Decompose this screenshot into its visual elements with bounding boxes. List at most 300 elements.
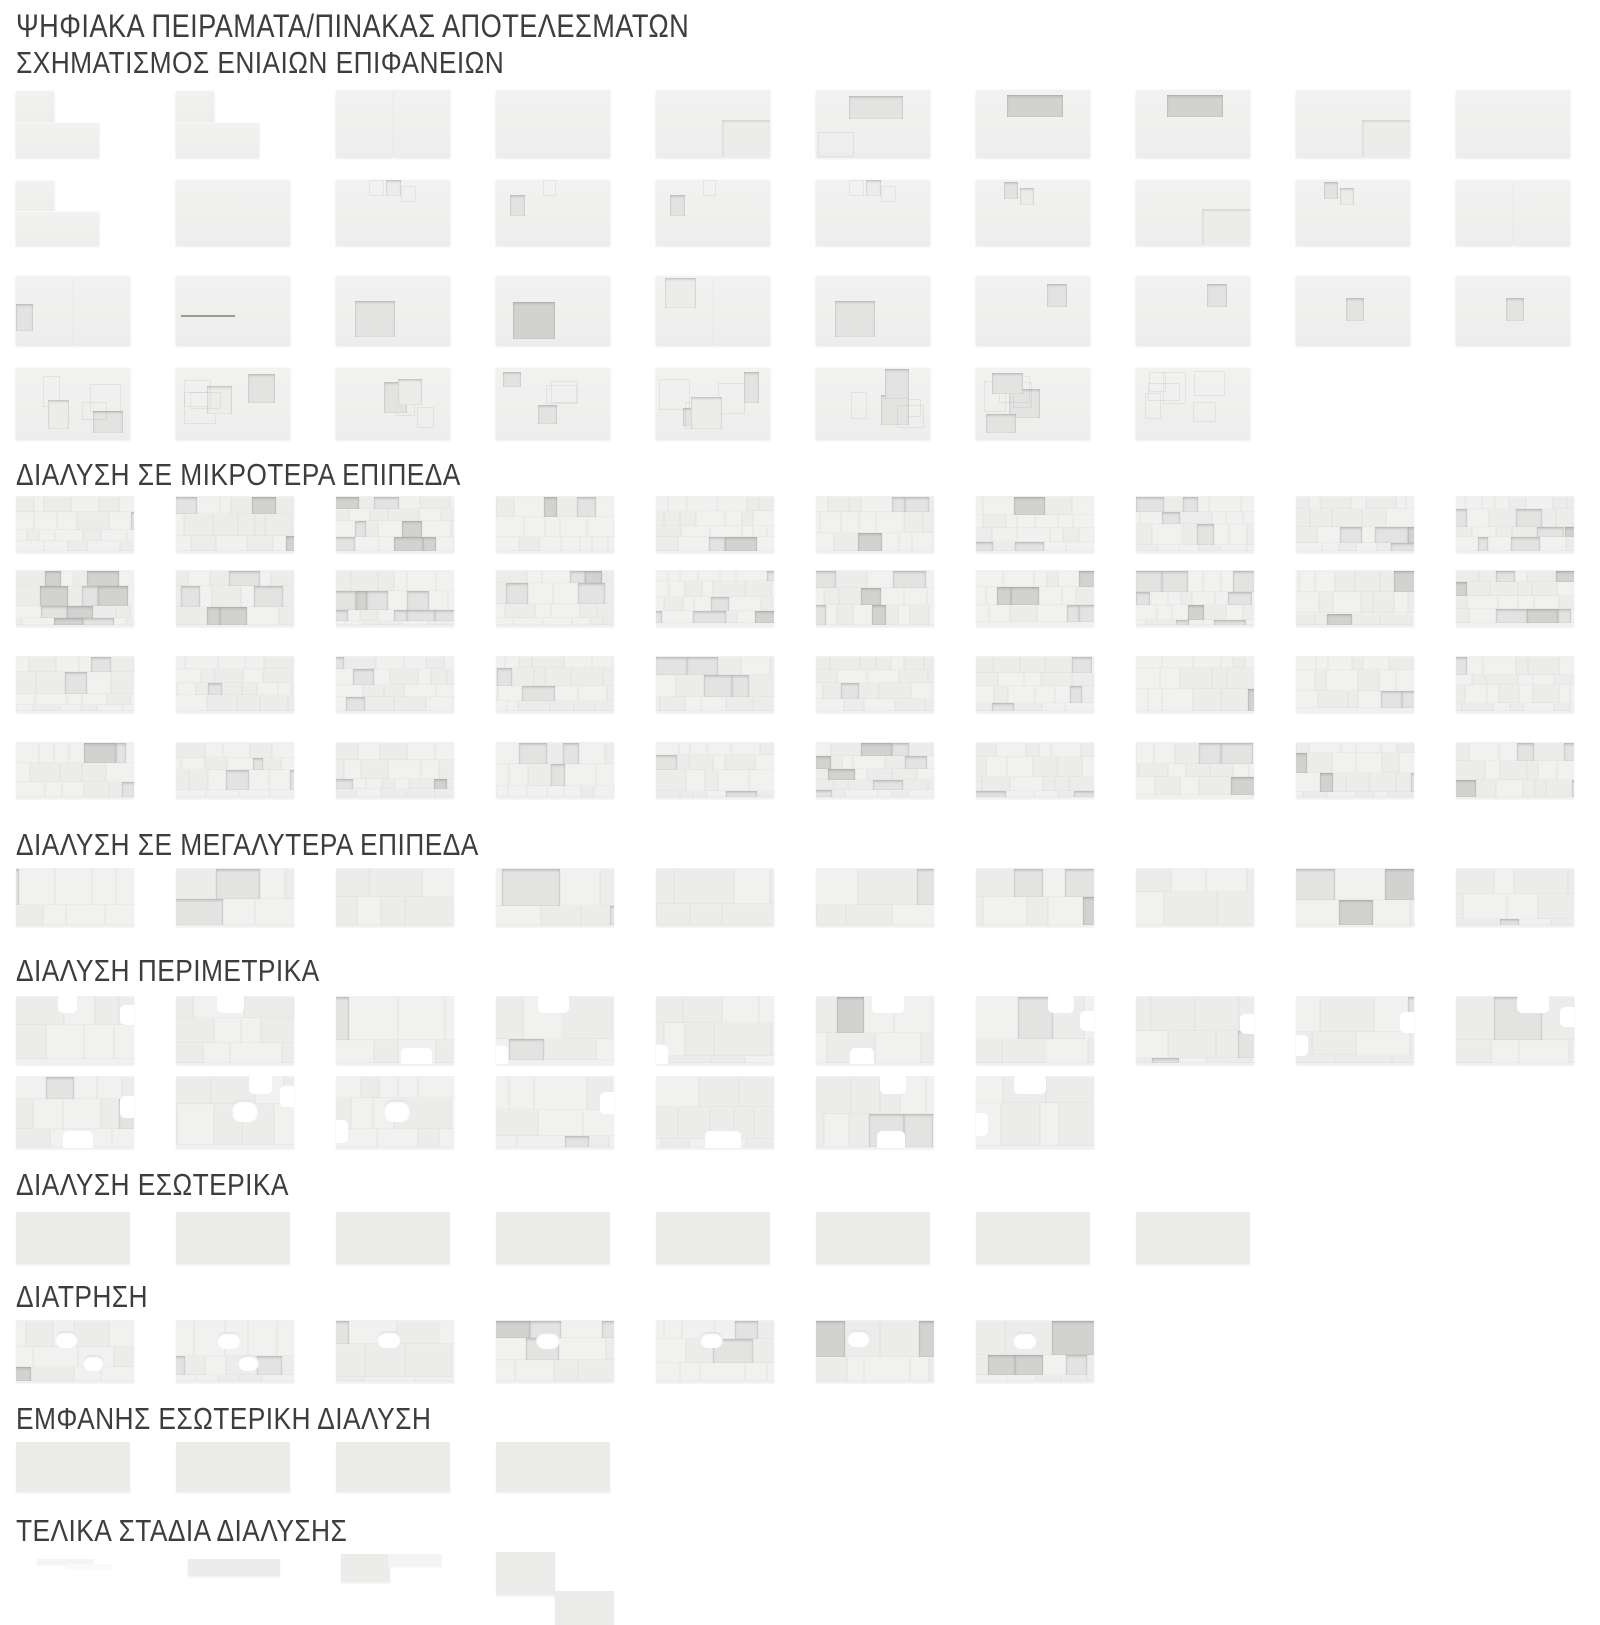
panel-piece xyxy=(1014,497,1044,516)
panel-piece xyxy=(109,512,131,530)
panel-piece xyxy=(602,1321,614,1339)
panel-piece xyxy=(1189,620,1203,625)
panel-piece xyxy=(451,521,454,536)
panel-piece xyxy=(176,179,290,245)
panel-piece xyxy=(1175,743,1199,764)
panel-piece xyxy=(428,621,454,625)
panel-piece xyxy=(1327,792,1356,798)
panel-piece xyxy=(828,769,855,779)
panel-piece xyxy=(660,697,685,711)
panel-piece xyxy=(435,610,454,622)
panel-piece xyxy=(1171,869,1206,893)
panel-piece xyxy=(348,610,360,622)
panel-piece xyxy=(544,1039,597,1060)
panel-piece xyxy=(1233,764,1248,777)
panel-piece xyxy=(988,1355,1015,1375)
panel-piece xyxy=(436,685,454,697)
panel-piece xyxy=(904,1114,933,1148)
panel-piece xyxy=(336,521,355,536)
panel-piece xyxy=(207,695,237,712)
panel-piece xyxy=(1399,753,1414,773)
panel-piece xyxy=(1514,179,1570,245)
panel-piece xyxy=(757,537,774,550)
experiment-thumbnail xyxy=(1456,176,1574,248)
panel-piece xyxy=(1020,657,1045,674)
panel-piece xyxy=(851,1077,880,1114)
panel-piece xyxy=(1363,657,1389,670)
panel-piece xyxy=(1510,703,1523,712)
panel-piece xyxy=(217,996,245,1013)
panel-piece xyxy=(66,1564,113,1569)
experiment-thumbnail xyxy=(816,272,934,348)
panel-piece xyxy=(710,526,742,537)
panel-piece xyxy=(1217,892,1254,925)
panel-piece xyxy=(767,526,774,537)
panel-piece xyxy=(379,537,395,552)
panel-piece xyxy=(1532,582,1557,596)
panel-piece xyxy=(1296,792,1303,798)
panel-piece xyxy=(120,1096,134,1118)
panel-piece xyxy=(279,607,294,626)
panel-piece xyxy=(26,1321,53,1348)
panel-piece xyxy=(594,786,614,798)
experiment-thumbnail xyxy=(656,1320,774,1382)
panel-piece xyxy=(185,657,217,669)
panel-piece xyxy=(1341,743,1356,753)
panel-piece xyxy=(535,604,551,619)
panel-piece xyxy=(1456,609,1469,624)
panel-piece xyxy=(1560,1007,1574,1027)
panel-piece xyxy=(897,405,924,429)
panel-piece xyxy=(1248,689,1254,711)
panel-piece xyxy=(892,497,905,512)
experiment-thumbnail xyxy=(976,364,1094,442)
panel-piece xyxy=(1320,773,1333,792)
panel-piece xyxy=(1136,275,1250,345)
panel-piece xyxy=(976,743,996,757)
panel-piece xyxy=(837,997,865,1034)
panel-piece xyxy=(893,571,926,588)
panel-piece xyxy=(1381,691,1402,708)
panel-piece xyxy=(197,497,220,515)
experiment-thumbnail xyxy=(336,496,454,552)
panel-piece xyxy=(565,764,596,786)
panel-piece xyxy=(1374,792,1388,798)
panel-piece xyxy=(101,530,127,541)
panel-piece xyxy=(407,610,435,622)
panel-piece xyxy=(16,122,99,158)
panel-piece xyxy=(29,657,56,672)
panel-piece xyxy=(816,657,830,670)
panel-piece xyxy=(876,512,904,534)
experiment-thumbnail xyxy=(176,176,294,248)
panel-piece xyxy=(851,392,867,418)
panel-piece xyxy=(976,275,1090,345)
panel-piece xyxy=(668,571,680,582)
panel-piece xyxy=(924,657,934,670)
panel-piece xyxy=(353,779,366,790)
panel-piece xyxy=(1136,689,1148,711)
panel-piece xyxy=(1465,685,1487,702)
panel-piece xyxy=(1339,543,1356,551)
panel-piece xyxy=(435,789,454,797)
panel-piece xyxy=(1400,1012,1414,1032)
panel-piece xyxy=(1074,791,1094,798)
panel-piece xyxy=(248,374,275,403)
panel-piece xyxy=(365,697,394,711)
panel-piece xyxy=(816,1321,845,1357)
panel-piece xyxy=(196,1375,218,1382)
panel-piece xyxy=(1194,371,1225,396)
panel-piece xyxy=(87,571,119,587)
panel-piece xyxy=(1487,685,1499,702)
panel-piece xyxy=(1335,571,1355,593)
panel-piece xyxy=(976,686,994,704)
panel-piece xyxy=(1226,605,1243,620)
panel-piece xyxy=(816,1077,851,1114)
panel-piece xyxy=(509,1077,534,1110)
panel-piece xyxy=(592,537,609,551)
panel-piece xyxy=(879,683,911,699)
panel-piece xyxy=(771,581,774,596)
panel-piece xyxy=(846,905,892,926)
panel-piece xyxy=(816,699,844,712)
panel-piece xyxy=(1027,897,1048,925)
panel-piece xyxy=(239,790,270,797)
panel-piece xyxy=(513,618,543,625)
panel-piece xyxy=(1081,743,1094,757)
panel-piece xyxy=(222,683,242,695)
panel-piece xyxy=(369,869,422,897)
panel-piece xyxy=(116,606,130,618)
panel-piece xyxy=(196,683,207,695)
panel-piece xyxy=(176,514,184,535)
thumbnail-row xyxy=(16,868,1600,926)
panel-piece xyxy=(680,791,693,798)
panel-piece xyxy=(1392,1055,1414,1063)
experiment-thumbnail xyxy=(656,742,774,798)
panel-piece xyxy=(1088,1039,1094,1063)
panel-piece xyxy=(1488,537,1511,552)
experiment-thumbnail xyxy=(976,656,1094,712)
panel-piece xyxy=(1249,764,1254,777)
panel-piece xyxy=(1553,497,1567,510)
panel-piece xyxy=(16,586,40,606)
panel-piece xyxy=(16,1367,31,1382)
panel-piece xyxy=(1324,182,1338,199)
panel-piece xyxy=(1063,528,1078,542)
panel-piece xyxy=(847,1357,864,1381)
panel-piece xyxy=(107,694,130,705)
panel-piece xyxy=(1207,284,1227,307)
panel-piece xyxy=(496,537,519,551)
panel-piece xyxy=(1065,869,1094,897)
panel-piece xyxy=(176,743,205,759)
panel-piece xyxy=(205,758,227,770)
panel-piece xyxy=(336,591,356,609)
experiment-thumbnail xyxy=(1456,656,1574,712)
panel-piece xyxy=(561,1321,602,1339)
thumbnail-row xyxy=(16,496,1600,552)
panel-piece xyxy=(402,521,422,536)
panel-piece xyxy=(1183,497,1199,513)
panel-piece xyxy=(16,782,45,798)
panel-piece xyxy=(184,514,213,535)
panel-piece xyxy=(1017,515,1035,527)
experiment-thumbnail xyxy=(496,656,614,712)
panel-piece xyxy=(269,770,290,790)
panel-piece xyxy=(496,701,507,711)
panel-piece xyxy=(1463,894,1507,919)
panel-piece xyxy=(496,997,523,1039)
panel-piece xyxy=(513,302,555,338)
panel-piece xyxy=(1494,869,1514,895)
panel-piece xyxy=(60,763,82,781)
panel-piece xyxy=(976,515,983,527)
panel-piece xyxy=(551,764,565,786)
experiment-thumbnail xyxy=(1136,742,1254,798)
panel-piece xyxy=(656,770,686,791)
panel-piece xyxy=(734,869,770,905)
panel-piece xyxy=(111,672,134,694)
panel-piece xyxy=(1198,497,1209,513)
panel-piece xyxy=(378,521,402,536)
experiment-thumbnail xyxy=(16,496,134,552)
experiment-thumbnail xyxy=(1296,496,1414,552)
panel-piece xyxy=(498,686,523,701)
panel-piece xyxy=(418,1077,454,1098)
panel-piece xyxy=(669,581,685,596)
panel-piece xyxy=(402,621,428,625)
panel-piece xyxy=(207,607,220,626)
experiment-thumbnail xyxy=(976,86,1094,160)
panel-piece xyxy=(1355,571,1379,593)
panel-piece xyxy=(590,618,603,625)
panel-piece xyxy=(1456,537,1478,552)
panel-piece xyxy=(93,606,116,618)
experiment-thumbnail xyxy=(176,1076,294,1148)
panel-piece xyxy=(1335,1055,1392,1063)
panel-piece xyxy=(1047,571,1058,588)
panel-piece xyxy=(885,756,904,770)
panel-piece xyxy=(116,743,127,764)
panel-piece xyxy=(358,743,379,761)
panel-piece xyxy=(223,899,255,926)
experiment-thumbnail xyxy=(496,742,614,798)
panel-piece xyxy=(1199,743,1221,764)
panel-piece xyxy=(67,606,93,618)
panel-piece xyxy=(1136,1031,1168,1058)
panel-piece xyxy=(753,511,774,526)
experiment-thumbnail xyxy=(496,570,614,626)
panel-piece xyxy=(1162,689,1193,711)
panel-piece xyxy=(656,1212,770,1264)
panel-piece xyxy=(713,755,725,770)
panel-piece xyxy=(16,497,34,512)
panel-piece xyxy=(1491,1040,1519,1063)
panel-piece xyxy=(1296,773,1320,792)
experiment-thumbnail xyxy=(816,742,934,798)
thumbnail-row xyxy=(16,656,1600,712)
panel-piece xyxy=(176,657,185,669)
experiment-thumbnail xyxy=(496,1210,614,1266)
panel-piece xyxy=(876,657,891,670)
panel-piece xyxy=(1358,670,1379,691)
experiment-thumbnail xyxy=(1136,86,1254,160)
panel-piece xyxy=(753,697,774,711)
panel-piece xyxy=(16,304,33,331)
panel-piece xyxy=(506,583,528,604)
panel-piece xyxy=(745,581,771,596)
panel-piece xyxy=(668,497,687,511)
panel-piece xyxy=(662,611,694,623)
panel-piece xyxy=(1210,764,1233,777)
experiment-thumbnail xyxy=(816,996,934,1064)
panel-piece xyxy=(388,509,419,522)
panel-piece xyxy=(176,1043,203,1064)
panel-piece xyxy=(16,541,44,552)
panel-piece xyxy=(40,586,68,606)
panel-piece xyxy=(665,278,696,308)
panel-piece xyxy=(1164,497,1183,513)
panel-piece xyxy=(837,605,853,625)
panel-piece xyxy=(656,743,679,755)
panel-piece xyxy=(263,758,281,770)
panel-piece xyxy=(44,541,68,552)
panel-piece xyxy=(1148,383,1180,401)
panel-piece xyxy=(858,869,917,905)
panel-piece xyxy=(45,782,62,798)
panel-piece xyxy=(899,533,911,551)
panel-piece xyxy=(882,533,899,551)
panel-piece xyxy=(1160,668,1179,690)
panel-piece xyxy=(341,1554,391,1582)
panel-piece xyxy=(1247,524,1254,545)
panel-piece xyxy=(439,1129,454,1147)
panel-piece xyxy=(1299,571,1315,593)
panel-piece xyxy=(16,512,34,530)
panel-piece xyxy=(1214,620,1246,625)
panel-piece xyxy=(336,571,351,592)
panel-piece xyxy=(605,583,614,604)
thumbnail-row xyxy=(16,1210,1600,1266)
panel-piece xyxy=(528,583,553,604)
panel-piece xyxy=(905,756,927,770)
panel-piece xyxy=(1320,997,1373,1032)
section-visible-internal-dissolution xyxy=(16,1402,1600,1494)
panel-piece xyxy=(656,597,664,611)
panel-piece xyxy=(538,405,557,424)
panel-piece xyxy=(46,1025,84,1059)
panel-piece xyxy=(74,1321,108,1348)
panel-piece xyxy=(983,497,1014,516)
panel-piece xyxy=(336,669,353,684)
panel-piece xyxy=(1296,1035,1308,1057)
thumbnail-row xyxy=(16,1320,1600,1382)
panel-piece xyxy=(262,1375,294,1382)
experiment-thumbnail xyxy=(1456,496,1574,552)
panel-piece xyxy=(670,195,685,217)
section-perforation xyxy=(16,1280,1600,1382)
panel-piece xyxy=(1496,571,1515,582)
experiment-thumbnail xyxy=(336,1076,454,1148)
panel-piece xyxy=(421,760,439,779)
panel-piece xyxy=(816,571,836,588)
panel-piece xyxy=(656,657,687,676)
panel-piece xyxy=(111,657,134,672)
panel-piece xyxy=(191,536,216,552)
panel-piece xyxy=(1152,1058,1179,1063)
panel-piece xyxy=(16,211,99,246)
panel-piece xyxy=(1366,497,1396,509)
panel-piece xyxy=(921,1033,934,1063)
panel-piece xyxy=(1006,791,1033,798)
panel-piece xyxy=(1048,897,1083,925)
panel-piece xyxy=(238,514,255,535)
panel-piece xyxy=(885,369,909,399)
experiment-thumbnail xyxy=(1296,86,1414,160)
experiment-thumbnail xyxy=(496,1552,614,1622)
panel-piece xyxy=(361,760,388,779)
panel-piece xyxy=(1136,605,1157,620)
panel-piece xyxy=(19,869,55,906)
panel-piece xyxy=(1316,657,1329,670)
panel-piece xyxy=(745,1056,774,1063)
panel-piece xyxy=(386,180,401,196)
panel-piece xyxy=(1216,1031,1238,1058)
panel-piece xyxy=(886,605,899,625)
panel-piece xyxy=(1034,791,1058,798)
panel-piece xyxy=(336,1120,348,1143)
panel-piece xyxy=(1519,919,1551,925)
panel-piece xyxy=(1024,673,1041,686)
panel-piece xyxy=(910,605,929,625)
panel-piece xyxy=(1333,773,1346,792)
panel-piece xyxy=(816,605,826,625)
panel-piece xyxy=(77,512,108,530)
experiment-thumbnail xyxy=(976,996,1094,1064)
panel-piece xyxy=(545,517,561,537)
experiment-thumbnail xyxy=(16,1076,134,1148)
panel-piece xyxy=(1087,1355,1094,1375)
panel-piece xyxy=(541,906,581,925)
panel-piece xyxy=(218,657,245,669)
panel-piece xyxy=(1410,900,1414,925)
panel-piece xyxy=(1538,894,1575,919)
panel-piece xyxy=(892,743,909,756)
panel-piece xyxy=(392,1377,415,1382)
experiment-thumbnail xyxy=(16,176,134,248)
panel-piece xyxy=(401,186,416,202)
panel-piece xyxy=(130,694,134,705)
panel-piece xyxy=(816,1357,847,1381)
panel-piece xyxy=(1506,298,1525,321)
panel-piece xyxy=(1011,587,1039,604)
panel-piece xyxy=(220,497,232,515)
panel-piece xyxy=(581,786,594,798)
panel-piece xyxy=(46,1077,74,1100)
panel-piece xyxy=(1193,657,1221,668)
panel-piece xyxy=(176,695,207,712)
panel-piece xyxy=(1369,773,1395,792)
panel-piece xyxy=(609,1136,614,1147)
panel-piece xyxy=(415,1377,454,1382)
panel-piece xyxy=(1518,596,1534,609)
panel-piece xyxy=(832,790,845,797)
panel-piece xyxy=(62,782,84,798)
panel-piece xyxy=(718,383,744,414)
panel-piece xyxy=(237,695,260,712)
